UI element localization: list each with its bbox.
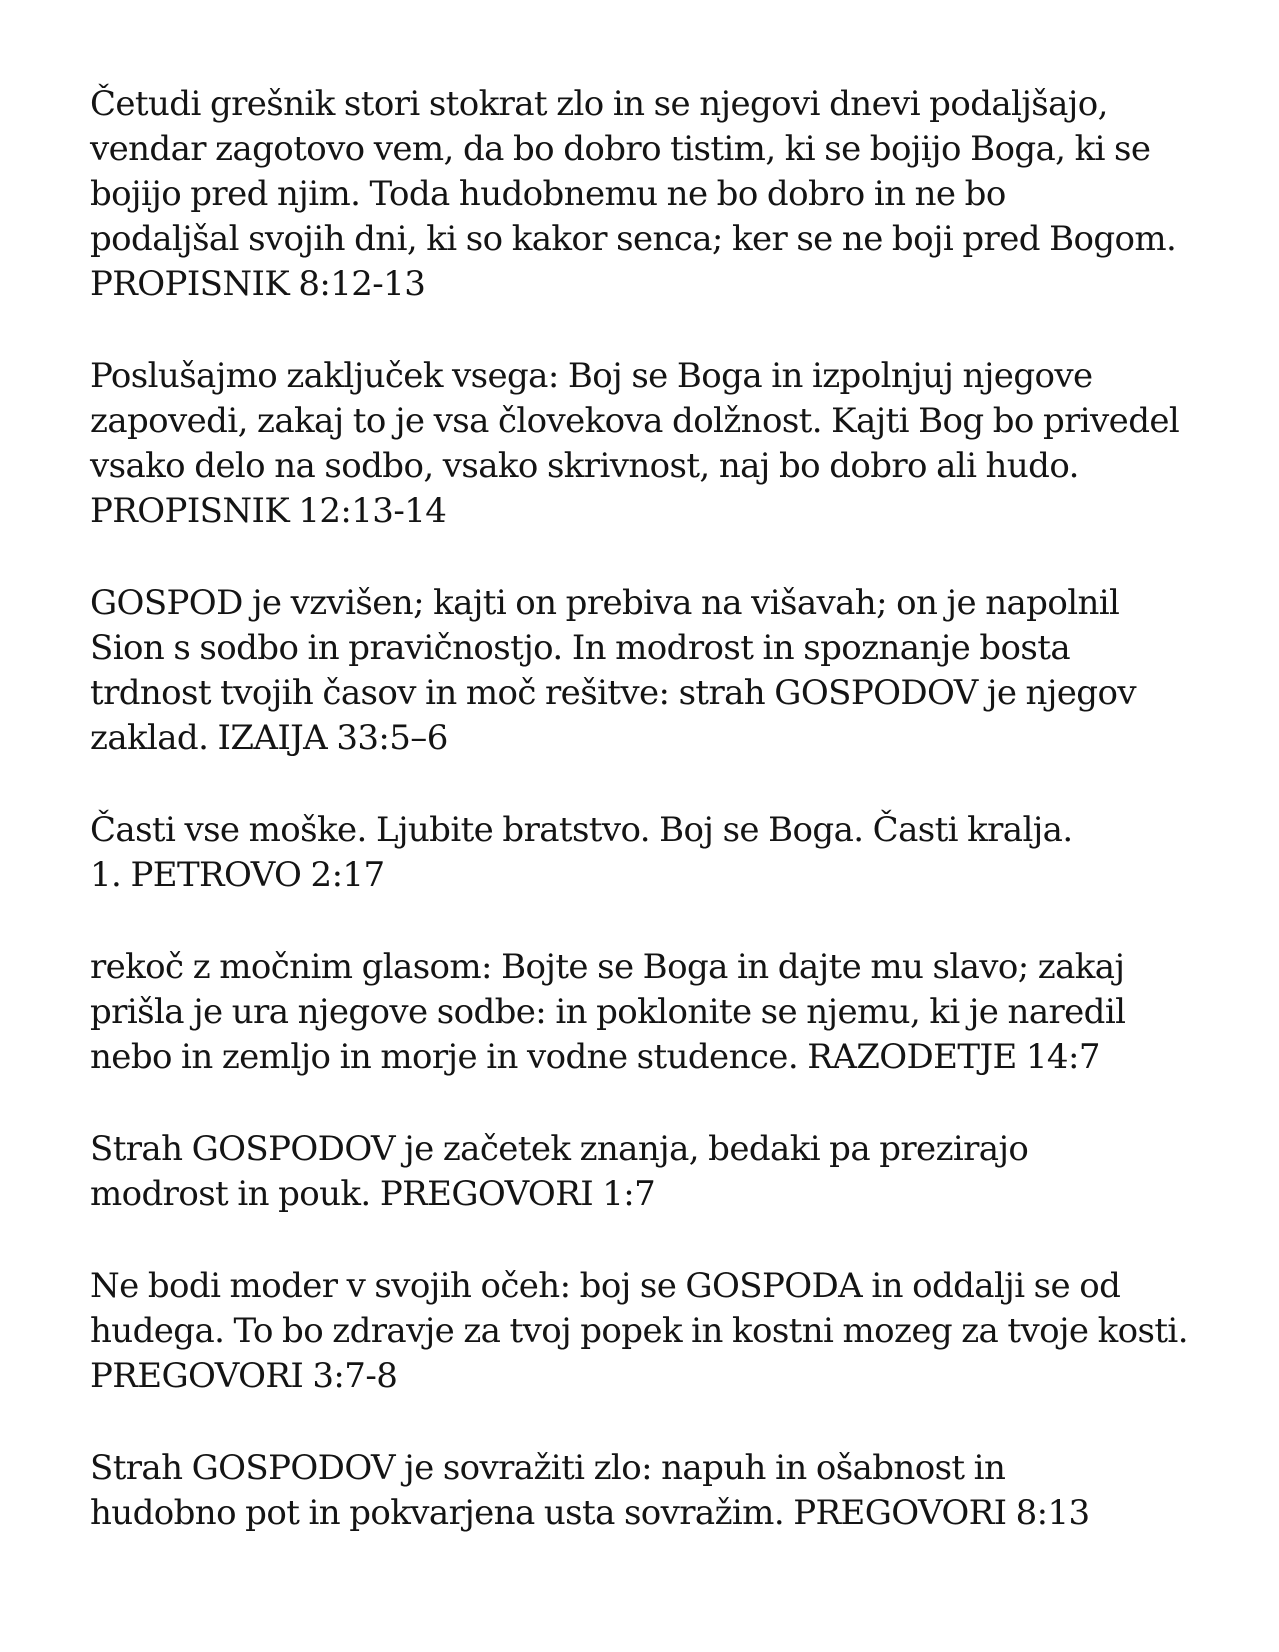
verse-line: Poslušajmo zaključek vsega: Boj se Boga in izpolnjuj njegove [90, 356, 1093, 396]
verse-line: trdnost tvojih časov in moč rešitve: strah GOSPODOV je njegov [90, 673, 1136, 713]
verse-paragraph [90, 1264, 1220, 1399]
verse-line: Strah GOSPODOV je sovražiti zlo: napuh in ošabnost in [90, 1448, 1006, 1488]
verse-line: Časti vse moške. Ljubite bratstvo. Boj se Boga. Časti kralja. [90, 810, 1073, 850]
verse-reference: PROPISNIK 8:12-13 [90, 264, 426, 304]
verse-line: GOSPOD je vzvišen; kajti on prebiva na višavah; on je napolnil [90, 583, 1120, 623]
verse-reference: PROPISNIK 12:13-14 [90, 491, 447, 531]
verse-line: hudobno pot in pokvarjena usta sovražim. PREGOVORI 8:13 [90, 1493, 1090, 1533]
verse-paragraph [90, 808, 1220, 898]
verse-reference: 1. PETROVO 2:17 [90, 855, 385, 895]
document-page [90, 82, 1220, 1583]
verse-paragraph [90, 82, 1220, 307]
verse-paragraph [90, 354, 1220, 534]
verse-paragraph [90, 945, 1220, 1080]
verse-paragraph [90, 1127, 1220, 1217]
verse-paragraph [90, 1446, 1220, 1536]
verse-line: hudega. To bo zdravje za tvoj popek in kostni mozeg za tvoje kosti. [90, 1311, 1188, 1351]
verse-line: bojijo pred njim. Toda hudobnemu ne bo dobro in ne bo [90, 174, 1006, 214]
verse-line: zaklad. IZAIJA 33:5–6 [90, 718, 448, 758]
verse-line: modrost in pouk. PREGOVORI 1:7 [90, 1174, 656, 1214]
verse-line: podaljšal svojih dni, ki so kakor senca; ker se ne boji pred Bogom. [90, 219, 1177, 259]
verse-line: Ne bodi moder v svojih očeh: boj se GOSPODA in oddalji se od [90, 1266, 1121, 1306]
verse-line: rekoč z močnim glasom: Bojte se Boga in dajte mu slavo; zakaj [90, 947, 1125, 987]
verse-reference: PREGOVORI 3:7-8 [90, 1356, 398, 1396]
verse-line: nebo in zemljo in morje in vodne studence. RAZODETJE 14:7 [90, 1037, 1100, 1077]
verse-line: vendar zagotovo vem, da bo dobro tistim, ki se bojijo Boga, ki se [90, 129, 1151, 169]
verse-paragraph [90, 581, 1220, 761]
verse-line: vsako delo na sodbo, vsako skrivnost, naj bo dobro ali hudo. [90, 446, 1079, 486]
verse-line: zapovedi, zakaj to je vsa človekova dolžnost. Kajti Bog bo privedel [90, 401, 1180, 441]
verse-line: Četudi grešnik stori stokrat zlo in se njegovi dnevi podaljšajo, [90, 84, 1108, 124]
verse-line: prišla je ura njegove sodbe: in poklonite se njemu, ki je naredil [90, 992, 1126, 1032]
verse-line: Sion s sodbo in pravičnostjo. In modrost in spoznanje bosta [90, 628, 1070, 668]
verse-line: Strah GOSPODOV je začetek znanja, bedaki pa prezirajo [90, 1129, 1029, 1169]
